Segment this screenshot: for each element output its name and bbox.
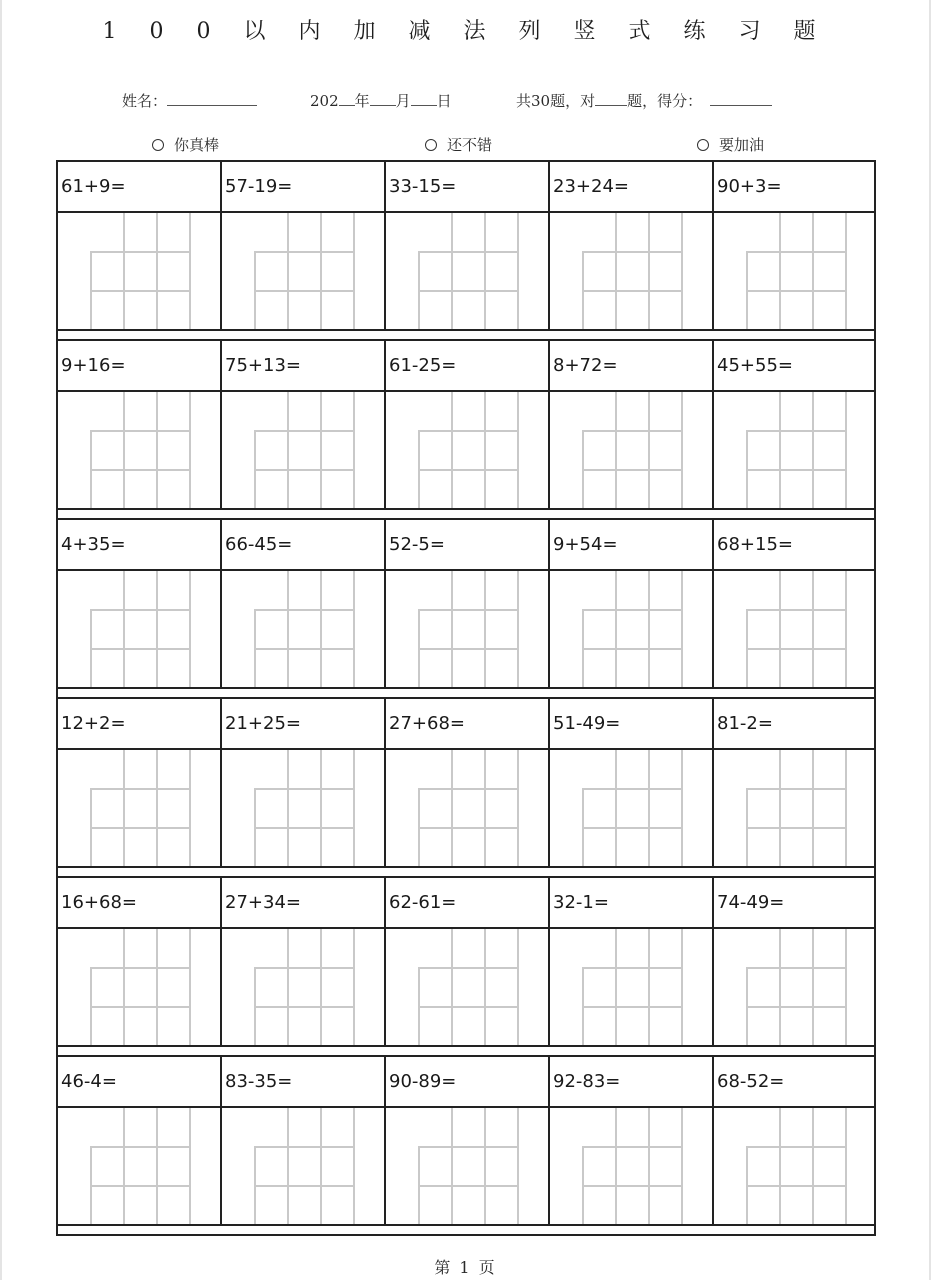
grid-line-vertical	[484, 750, 486, 866]
problem-cell	[386, 520, 550, 569]
page-edge-left	[0, 0, 2, 1280]
work-area-row	[58, 1108, 874, 1226]
problem-expression: 83-35=	[225, 1071, 293, 1092]
row-spacer	[58, 1226, 874, 1236]
radio-circle-icon[interactable]	[425, 139, 437, 151]
grid-line-vertical	[779, 1108, 781, 1224]
vertical-calc-grid[interactable]	[714, 1108, 874, 1224]
vertical-calc-grid[interactable]	[58, 1108, 222, 1224]
grid-line-vertical	[353, 571, 355, 687]
problem-expression: 66-45=	[225, 534, 293, 555]
problem-expression: 27+34=	[225, 892, 301, 913]
vertical-calc-grid[interactable]	[386, 1108, 550, 1224]
grid-line-vertical	[123, 929, 125, 1045]
problem-cell	[714, 878, 874, 927]
radio-circle-icon[interactable]	[697, 139, 709, 151]
grid-line-vertical	[615, 1108, 617, 1224]
problem-cell	[58, 162, 222, 211]
name-input-blank[interactable]	[167, 89, 257, 106]
grid-line-horizontal	[746, 430, 847, 432]
grid-line-horizontal	[418, 430, 519, 432]
grid-line-horizontal	[582, 609, 683, 611]
problem-cell	[714, 699, 874, 748]
problem-expression: 75+13=	[225, 355, 301, 376]
problem-cell	[714, 162, 874, 211]
work-area-row	[58, 213, 874, 331]
grid-line-vertical	[156, 929, 158, 1045]
grid-line-vertical	[812, 750, 814, 866]
grid-line-horizontal	[418, 1146, 519, 1148]
row-spacer	[58, 868, 874, 878]
vertical-calc-grid[interactable]	[58, 571, 222, 687]
problem-expression: 9+54=	[553, 534, 618, 555]
year-input-blank[interactable]	[339, 89, 355, 106]
vertical-calc-grid[interactable]	[222, 213, 386, 329]
problem-cell	[550, 162, 714, 211]
grid-line-vertical	[123, 571, 125, 687]
worksheet-title: 1 0 0 以 内 加 减 法 列 竖 式 练 习 题	[102, 19, 829, 44]
grid-line-horizontal	[418, 290, 519, 292]
vertical-calc-grid[interactable]	[714, 571, 874, 687]
problem-expression: 90-89=	[389, 1071, 457, 1092]
day-input-blank[interactable]	[411, 89, 437, 106]
vertical-calc-grid[interactable]	[386, 929, 550, 1045]
vertical-calc-grid[interactable]	[386, 392, 550, 508]
work-area-row	[58, 750, 874, 868]
problem-expression: 61-25=	[389, 355, 457, 376]
grid-line-vertical	[615, 213, 617, 329]
problem-header-row	[58, 699, 874, 750]
grid-line-horizontal	[746, 788, 847, 790]
problem-cell	[386, 162, 550, 211]
grid-line-horizontal	[254, 609, 355, 611]
problem-expression: 9+16=	[61, 355, 126, 376]
grid-line-vertical	[681, 571, 683, 687]
vertical-calc-grid[interactable]	[550, 929, 714, 1045]
grid-line-vertical	[353, 392, 355, 508]
grid-line-horizontal	[90, 648, 191, 650]
grid-line-vertical	[812, 213, 814, 329]
work-area-row	[58, 571, 874, 689]
problem-row	[58, 162, 874, 341]
grid-line-vertical	[123, 392, 125, 508]
grid-line-horizontal	[90, 1146, 191, 1148]
vertical-calc-grid[interactable]	[714, 213, 874, 329]
name-field-group	[122, 89, 257, 111]
grid-line-vertical	[156, 392, 158, 508]
grid-line-horizontal	[254, 1146, 355, 1148]
month-label: 月	[395, 92, 411, 110]
grid-line-horizontal	[746, 609, 847, 611]
problem-expression: 57-19=	[225, 176, 293, 197]
vertical-calc-grid[interactable]	[222, 1108, 386, 1224]
problem-expression: 74-49=	[717, 892, 785, 913]
problem-cell	[58, 1057, 222, 1106]
grid-line-vertical	[517, 571, 519, 687]
problem-expression: 92-83=	[553, 1071, 621, 1092]
grid-line-vertical	[353, 213, 355, 329]
problem-expression: 45+55=	[717, 355, 793, 376]
grid-line-horizontal	[254, 430, 355, 432]
problem-cell	[222, 878, 386, 927]
grid-line-vertical	[681, 1108, 683, 1224]
problem-cell	[58, 699, 222, 748]
grid-line-vertical	[845, 1108, 847, 1224]
vertical-calc-grid[interactable]	[550, 213, 714, 329]
problem-cell	[222, 699, 386, 748]
rating-option-try-harder[interactable]	[697, 134, 764, 155]
name-label: 姓名：	[122, 92, 168, 110]
vertical-calc-grid[interactable]	[550, 392, 714, 508]
total-label: 共30题，对	[516, 92, 596, 110]
grid-line-horizontal	[254, 827, 355, 829]
grid-line-vertical	[189, 750, 191, 866]
vertical-calc-grid[interactable]	[386, 571, 550, 687]
grid-line-horizontal	[418, 1006, 519, 1008]
problem-cell	[714, 1057, 874, 1106]
grid-line-horizontal	[418, 788, 519, 790]
grid-line-horizontal	[254, 290, 355, 292]
vertical-calc-grid[interactable]	[58, 750, 222, 866]
grid-line-vertical	[287, 392, 289, 508]
grid-line-horizontal	[254, 1185, 355, 1187]
problem-cell	[58, 341, 222, 390]
grid-line-vertical	[812, 1108, 814, 1224]
grid-line-vertical	[451, 929, 453, 1045]
problem-expression: 27+68=	[389, 713, 465, 734]
grid-line-vertical	[845, 213, 847, 329]
vertical-calc-grid[interactable]	[386, 750, 550, 866]
grid-line-horizontal	[746, 469, 847, 471]
vertical-calc-grid[interactable]	[58, 929, 222, 1045]
problem-expression: 68-52=	[717, 1071, 785, 1092]
grid-line-horizontal	[90, 1185, 191, 1187]
vertical-calc-grid[interactable]	[58, 213, 222, 329]
problem-row	[58, 699, 874, 878]
problem-row	[58, 341, 874, 520]
grid-line-vertical	[648, 213, 650, 329]
grid-line-vertical	[615, 750, 617, 866]
grid-line-vertical	[845, 750, 847, 866]
grid-line-vertical	[189, 571, 191, 687]
grid-line-vertical	[484, 1108, 486, 1224]
problem-expression: 21+25=	[225, 713, 301, 734]
problem-cell	[222, 520, 386, 569]
grid-line-horizontal	[418, 648, 519, 650]
rating-label: 还不错	[447, 136, 493, 154]
problem-cell	[550, 699, 714, 748]
grid-line-vertical	[451, 571, 453, 687]
grid-line-horizontal	[90, 788, 191, 790]
grid-line-horizontal	[90, 1006, 191, 1008]
problem-cell	[550, 520, 714, 569]
grid-line-vertical	[681, 392, 683, 508]
grid-line-horizontal	[746, 290, 847, 292]
grid-line-vertical	[189, 392, 191, 508]
grid-line-vertical	[648, 571, 650, 687]
grid-line-vertical	[123, 1108, 125, 1224]
grid-line-horizontal	[418, 609, 519, 611]
problem-expression: 32-1=	[553, 892, 609, 913]
problem-cell	[550, 1057, 714, 1106]
grid-line-horizontal	[90, 430, 191, 432]
grid-line-vertical	[189, 213, 191, 329]
grid-line-vertical	[681, 929, 683, 1045]
problem-expression: 4+35=	[61, 534, 126, 555]
grid-line-vertical	[681, 750, 683, 866]
vertical-calc-grid[interactable]	[714, 929, 874, 1045]
score-label: 题，得分：	[627, 92, 703, 110]
problem-cell	[550, 341, 714, 390]
problem-cell	[222, 341, 386, 390]
grid-line-vertical	[287, 571, 289, 687]
grid-line-horizontal	[582, 967, 683, 969]
grid-line-horizontal	[746, 1185, 847, 1187]
grid-line-vertical	[484, 571, 486, 687]
grid-line-vertical	[484, 392, 486, 508]
problem-table	[56, 160, 876, 1236]
grid-line-vertical	[320, 213, 322, 329]
grid-line-vertical	[517, 750, 519, 866]
grid-line-horizontal	[746, 967, 847, 969]
day-label: 日	[436, 92, 452, 110]
radio-circle-icon[interactable]	[152, 139, 164, 151]
grid-line-horizontal	[418, 1185, 519, 1187]
grid-line-vertical	[648, 929, 650, 1045]
student-info-line	[0, 89, 931, 113]
vertical-calc-grid[interactable]	[714, 392, 874, 508]
rating-option-great[interactable]	[152, 134, 219, 155]
problem-expression: 51-49=	[553, 713, 621, 734]
grid-line-vertical	[615, 392, 617, 508]
grid-line-horizontal	[746, 251, 847, 253]
grid-line-vertical	[451, 392, 453, 508]
year-label: 年	[354, 92, 370, 110]
grid-line-vertical	[451, 213, 453, 329]
problem-expression: 46-4=	[61, 1071, 117, 1092]
grid-line-horizontal	[254, 469, 355, 471]
grid-line-vertical	[779, 392, 781, 508]
problem-header-row	[58, 520, 874, 571]
grid-line-horizontal	[90, 251, 191, 253]
grid-line-vertical	[484, 929, 486, 1045]
date-field-group	[310, 89, 452, 111]
grid-line-horizontal	[254, 251, 355, 253]
grid-line-vertical	[845, 392, 847, 508]
grid-line-horizontal	[582, 290, 683, 292]
grid-line-horizontal	[90, 609, 191, 611]
grid-line-horizontal	[418, 967, 519, 969]
grid-line-vertical	[648, 750, 650, 866]
problem-expression: 81-2=	[717, 713, 773, 734]
grid-line-horizontal	[90, 290, 191, 292]
grid-line-horizontal	[582, 648, 683, 650]
month-input-blank[interactable]	[370, 89, 396, 106]
vertical-calc-grid[interactable]	[550, 750, 714, 866]
grid-line-horizontal	[746, 648, 847, 650]
grid-line-vertical	[123, 750, 125, 866]
grid-line-vertical	[156, 213, 158, 329]
problem-row	[58, 1057, 874, 1236]
vertical-calc-grid[interactable]	[222, 750, 386, 866]
problem-row	[58, 878, 874, 1057]
grid-line-horizontal	[90, 827, 191, 829]
grid-line-vertical	[615, 571, 617, 687]
grid-line-vertical	[320, 929, 322, 1045]
grid-line-vertical	[320, 571, 322, 687]
problem-cell	[386, 878, 550, 927]
rating-label: 你真棒	[174, 136, 220, 154]
grid-line-horizontal	[254, 788, 355, 790]
grid-line-horizontal	[418, 827, 519, 829]
grid-line-vertical	[615, 929, 617, 1045]
grid-line-vertical	[320, 750, 322, 866]
vertical-calc-grid[interactable]	[222, 571, 386, 687]
score-field-group	[516, 89, 772, 111]
grid-line-vertical	[156, 750, 158, 866]
grid-line-horizontal	[254, 648, 355, 650]
problem-cell	[58, 520, 222, 569]
grid-line-horizontal	[582, 469, 683, 471]
grid-line-vertical	[353, 750, 355, 866]
grid-line-vertical	[451, 1108, 453, 1224]
grid-line-vertical	[353, 929, 355, 1045]
grid-line-horizontal	[746, 1146, 847, 1148]
problem-cell	[714, 520, 874, 569]
score-input-blank[interactable]	[710, 89, 772, 106]
problem-header-row	[58, 341, 874, 392]
grid-line-vertical	[451, 750, 453, 866]
year-prefix: 202	[310, 92, 339, 110]
rating-label: 要加油	[719, 136, 765, 154]
grid-line-horizontal	[254, 1006, 355, 1008]
grid-line-vertical	[189, 929, 191, 1045]
grid-line-horizontal	[582, 251, 683, 253]
problem-cell	[386, 341, 550, 390]
grid-line-horizontal	[418, 251, 519, 253]
row-spacer	[58, 510, 874, 520]
grid-line-horizontal	[90, 967, 191, 969]
problem-cell	[550, 878, 714, 927]
rating-option-good[interactable]	[425, 134, 492, 155]
work-area-row	[58, 929, 874, 1047]
row-spacer	[58, 689, 874, 699]
grid-line-vertical	[845, 929, 847, 1045]
grid-line-horizontal	[254, 967, 355, 969]
problem-cell	[714, 341, 874, 390]
problem-cell	[386, 699, 550, 748]
problem-cell	[386, 1057, 550, 1106]
problem-header-row	[58, 162, 874, 213]
grid-line-horizontal	[418, 469, 519, 471]
grid-line-horizontal	[582, 1185, 683, 1187]
grid-line-vertical	[353, 1108, 355, 1224]
grid-line-vertical	[845, 571, 847, 687]
problem-cell	[222, 1057, 386, 1106]
problem-expression: 16+68=	[61, 892, 137, 913]
grid-line-vertical	[320, 392, 322, 508]
grid-line-vertical	[779, 213, 781, 329]
grid-line-vertical	[517, 392, 519, 508]
row-spacer	[58, 331, 874, 341]
problem-cell	[222, 162, 386, 211]
problem-row	[58, 520, 874, 699]
vertical-calc-grid[interactable]	[222, 392, 386, 508]
grid-line-horizontal	[90, 469, 191, 471]
vertical-calc-grid[interactable]	[714, 750, 874, 866]
grid-line-horizontal	[746, 827, 847, 829]
grid-line-vertical	[287, 1108, 289, 1224]
grid-line-horizontal	[582, 430, 683, 432]
problem-header-row	[58, 878, 874, 929]
problem-expression: 90+3=	[717, 176, 782, 197]
problem-expression: 62-61=	[389, 892, 457, 913]
grid-line-vertical	[812, 571, 814, 687]
grid-line-horizontal	[746, 1006, 847, 1008]
page-number: 第 1 页	[434, 1258, 497, 1277]
grid-line-vertical	[484, 213, 486, 329]
grid-line-vertical	[320, 1108, 322, 1224]
grid-line-vertical	[779, 929, 781, 1045]
problem-header-row	[58, 1057, 874, 1108]
grid-line-horizontal	[582, 827, 683, 829]
vertical-calc-grid[interactable]	[550, 571, 714, 687]
grid-line-vertical	[779, 571, 781, 687]
grid-line-vertical	[156, 1108, 158, 1224]
grid-line-vertical	[648, 392, 650, 508]
grid-line-vertical	[517, 929, 519, 1045]
problem-expression: 33-15=	[389, 176, 457, 197]
problem-expression: 8+72=	[553, 355, 618, 376]
row-spacer	[58, 1047, 874, 1057]
grid-line-horizontal	[582, 1006, 683, 1008]
grid-line-vertical	[287, 213, 289, 329]
grid-line-horizontal	[582, 788, 683, 790]
vertical-calc-grid[interactable]	[550, 1108, 714, 1224]
problem-expression: 12+2=	[61, 713, 126, 734]
grid-line-vertical	[779, 750, 781, 866]
problem-expression: 68+15=	[717, 534, 793, 555]
problem-cell	[58, 878, 222, 927]
grid-line-vertical	[156, 571, 158, 687]
grid-line-horizontal	[582, 1146, 683, 1148]
self-rating-line	[0, 134, 931, 158]
problem-expression: 23+24=	[553, 176, 629, 197]
correct-count-blank[interactable]	[595, 89, 627, 106]
grid-line-vertical	[681, 213, 683, 329]
grid-line-vertical	[189, 1108, 191, 1224]
vertical-calc-grid[interactable]	[58, 392, 222, 508]
grid-line-vertical	[123, 213, 125, 329]
grid-line-vertical	[812, 929, 814, 1045]
grid-line-vertical	[287, 750, 289, 866]
work-area-row	[58, 392, 874, 510]
grid-line-vertical	[287, 929, 289, 1045]
grid-line-vertical	[648, 1108, 650, 1224]
vertical-calc-grid[interactable]	[386, 213, 550, 329]
grid-line-vertical	[812, 392, 814, 508]
grid-line-vertical	[517, 1108, 519, 1224]
problem-expression: 61+9=	[61, 176, 126, 197]
vertical-calc-grid[interactable]	[222, 929, 386, 1045]
grid-line-vertical	[517, 213, 519, 329]
problem-expression: 52-5=	[389, 534, 445, 555]
